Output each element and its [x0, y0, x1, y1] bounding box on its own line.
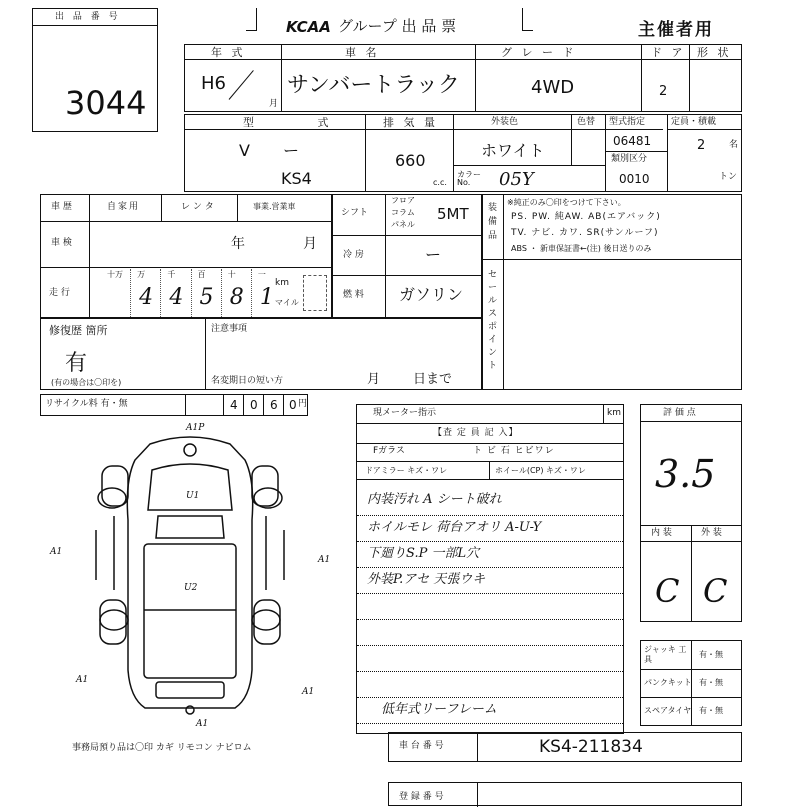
model-label: 型 式	[243, 116, 359, 129]
recolor-label: 色替	[577, 117, 596, 127]
mileage-unit: 万	[137, 270, 146, 279]
frame-note: 低年式リーフレーム	[381, 702, 497, 717]
interior-label: 内 装	[651, 528, 672, 538]
door-label: ド ア	[651, 46, 686, 59]
recycle-unit: 円	[298, 399, 308, 409]
recycle-digit: 0	[250, 398, 258, 412]
score-value: 3.5	[655, 452, 716, 496]
score-block	[640, 404, 742, 622]
wheel-label: ホイール(CP) キズ・ワレ	[495, 466, 586, 475]
score-label: 評 価 点	[663, 408, 696, 418]
chassis-value: KS4-211834	[539, 737, 643, 757]
chassis-label: 車 台 番 号	[399, 741, 444, 751]
history-business: 事業.営業車	[253, 202, 296, 211]
note-line: 外装P.アセ 天張ウキ	[367, 572, 486, 587]
repair-value: 有	[65, 351, 88, 376]
inspector-block	[356, 404, 624, 734]
chassis-block	[388, 732, 742, 762]
rename-day: 日まで	[413, 372, 453, 387]
mile-label: マイル	[275, 298, 299, 307]
inspect-month: 月	[303, 236, 317, 252]
mirror-label: ドアミラー キズ・ワレ	[365, 466, 448, 475]
equip-label: 装 備 品	[488, 203, 498, 241]
cap-label: 定員・積載	[671, 117, 717, 127]
km-label: km	[275, 278, 289, 288]
mark-roof: U1	[186, 491, 200, 501]
mark-left: A1	[50, 547, 63, 557]
mark-rear: A1	[196, 719, 209, 729]
interior-value: C	[655, 572, 680, 610]
rename-label: 名変期日の短い方	[211, 376, 284, 386]
tool-name: スペアタイヤ	[644, 706, 692, 715]
mileage-unit: 千	[167, 270, 176, 279]
color-no-label: カラー No.	[457, 170, 481, 187]
form-title: グループ 出 品 票	[338, 17, 457, 35]
shift-column: コラム	[391, 208, 415, 217]
rename-month: 月	[367, 372, 381, 387]
lot-label: 出 品 番 号	[55, 12, 121, 22]
year-slash	[229, 70, 254, 100]
cap-value: 2	[697, 138, 706, 153]
tools-block	[640, 640, 742, 726]
recycle-label: リサイクル料 有・無	[45, 399, 128, 409]
fuel-value: ガソリン	[399, 285, 464, 304]
office-items: 事務局預り品は〇印 カギ リモコン ナビロム	[72, 743, 252, 753]
mileage-digit: 1	[259, 285, 274, 310]
note-line: 下廻りS.P 一部L穴	[367, 546, 480, 561]
ac-label: 冷 房	[343, 250, 364, 260]
mark-rear-left: A1	[76, 675, 89, 685]
type-value: 06481	[613, 134, 652, 148]
disp-unit: c.c.	[433, 178, 447, 187]
lot-number: 3044	[65, 84, 147, 122]
class-label: 類別区分	[611, 154, 648, 164]
equip-block	[482, 194, 742, 390]
history-label: 車 歴	[51, 202, 72, 212]
cap-unit: 名	[729, 140, 739, 150]
disp-label: 排 気 量	[383, 116, 438, 129]
tool-value: 有・無	[699, 678, 723, 687]
row-spec	[184, 114, 742, 192]
tool-value: 有・無	[699, 650, 723, 659]
meter-label: 現メーター指示	[373, 408, 437, 418]
grade-label: グ レ ー ド	[501, 46, 577, 59]
shape-label: 形 状	[697, 46, 732, 59]
corner-mark-left	[246, 8, 257, 31]
recycle-digit: 4	[230, 398, 238, 412]
tool-value: 有・無	[699, 706, 723, 715]
organizer-label: 主催者用	[638, 20, 714, 40]
recycle-block	[40, 394, 308, 416]
name-label: 車 名	[345, 46, 380, 59]
shift-label: シフト	[341, 208, 369, 218]
mark-right: A1	[318, 555, 331, 565]
glass-options: ト ビ 石 ヒビワレ	[473, 446, 555, 456]
shift-floor: フロア	[391, 196, 415, 205]
note-line: ホイルモレ 荷台アオリ A-U-Y	[367, 520, 542, 535]
glass-label: Fガラス	[373, 446, 405, 456]
month-unit: 月	[269, 99, 279, 109]
equip-line2: TV. ナビ. カワ. SR(サンルーフ)	[511, 228, 659, 238]
load-unit: トン	[719, 172, 738, 182]
repair-block	[40, 318, 482, 390]
history-private: 自家用	[107, 202, 141, 212]
brand-logo: KCAA	[286, 18, 331, 36]
meter-unit: km	[607, 408, 621, 418]
sales-point-label: セールスポイント	[488, 270, 498, 371]
mileage-unit: 一	[257, 270, 266, 279]
shift-value: 5MT	[437, 205, 469, 223]
history-block	[40, 194, 332, 318]
equip-line3: ABS ・ 新車保証書←(注) 後日送りのみ	[511, 244, 652, 253]
type-label: 型式指定	[609, 117, 646, 127]
mile-check	[303, 275, 327, 311]
year-value: H6	[201, 73, 226, 94]
mileage-digit: 4	[139, 285, 154, 310]
recycle-digit: 0	[289, 398, 297, 412]
mileage-label: 走 行	[49, 288, 70, 298]
tool-name: パンクキット	[644, 678, 692, 687]
registration-block	[388, 782, 742, 806]
color-label: 外装色	[491, 117, 519, 127]
exterior-value: C	[703, 572, 728, 610]
mark-rear-right: A1	[302, 687, 315, 697]
car-diagram	[40, 420, 340, 740]
inspector-label: 【査 定 員 記 入】	[433, 428, 519, 438]
equip-note: ※純正のみ〇印をつけて下さい。	[507, 198, 626, 207]
mileage-digit: 5	[199, 285, 214, 310]
mileage-unit: 十	[227, 270, 236, 279]
tool-name: ジャッキ 工具	[644, 645, 687, 664]
door-value: 2	[659, 84, 668, 99]
grade-value: 4WD	[531, 77, 575, 98]
model-top: V ー	[239, 141, 314, 160]
shift-panel: パネル	[391, 220, 415, 229]
inspect-year: 年	[231, 236, 245, 252]
recycle-digit: 6	[270, 398, 278, 412]
mark-front: A1P	[186, 423, 205, 433]
name-value: サンバートラック	[287, 73, 460, 98]
class-value: 0010	[619, 172, 650, 186]
registration-label: 登 録 番 号	[399, 792, 444, 802]
caution-label: 注意事項	[211, 324, 248, 334]
note-line: 内装汚れ A シート破れ	[367, 492, 502, 507]
mileage-unit: 十万	[107, 270, 123, 279]
ac-value: ー	[425, 245, 442, 264]
row-vehicle	[184, 44, 742, 112]
mark-bed: U2	[184, 583, 198, 593]
corner-mark-right	[522, 8, 533, 31]
disp-value: 660	[395, 151, 426, 170]
shift-block	[332, 194, 482, 318]
color-no-value: 05Y	[499, 169, 534, 190]
fuel-label: 燃 料	[343, 290, 364, 300]
equip-line1: PS. PW. 純AW. AB(エアバック)	[511, 212, 661, 222]
repair-note: (有の場合は〇印を)	[51, 378, 122, 387]
inspect-label: 車 検	[51, 238, 72, 248]
mileage-digit: 8	[229, 285, 244, 310]
model-value: KS4	[281, 169, 312, 188]
mileage-unit: 百	[197, 270, 206, 279]
year-label: 年 式	[211, 46, 246, 59]
repair-label: 修復歴 箇所	[49, 324, 108, 337]
color-value: ホワイト	[481, 141, 545, 160]
history-rental: レ ン タ	[181, 202, 214, 212]
lot-box	[32, 8, 158, 132]
exterior-label: 外 装	[701, 528, 722, 538]
mileage-digit: 4	[169, 285, 184, 310]
mileage-digits	[101, 269, 281, 317]
